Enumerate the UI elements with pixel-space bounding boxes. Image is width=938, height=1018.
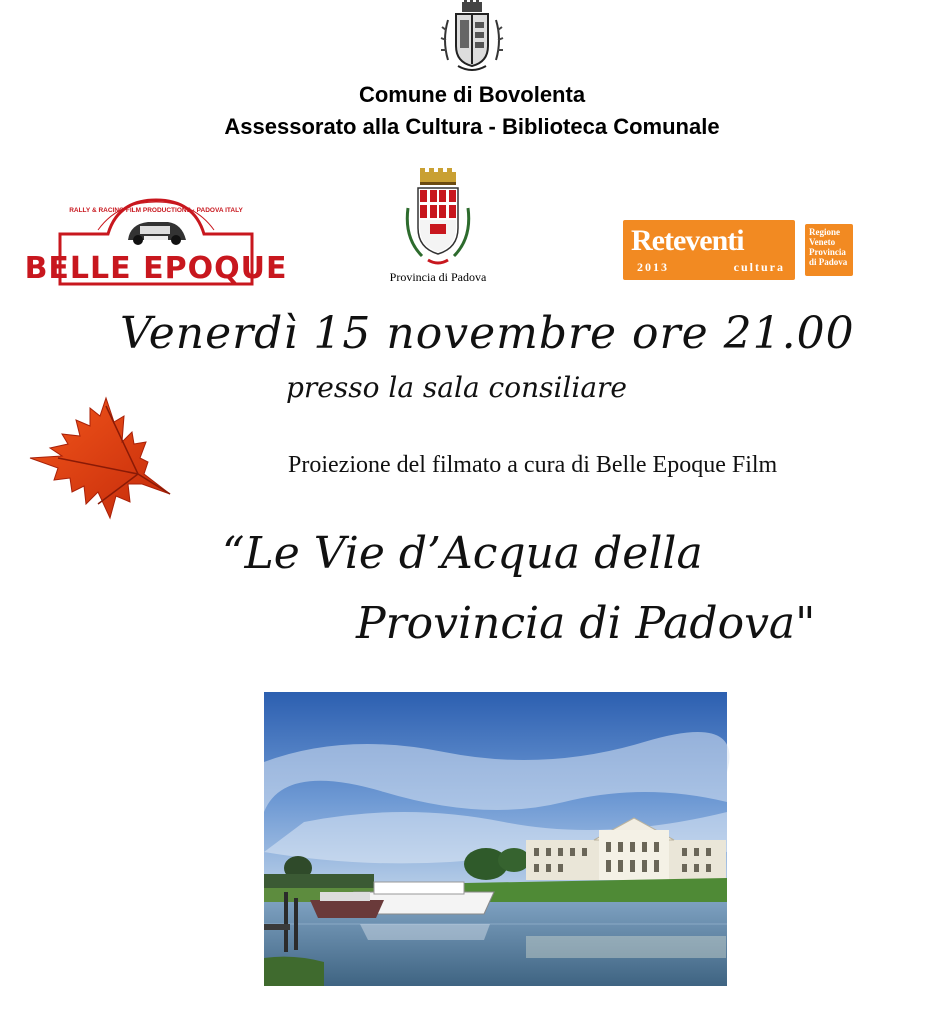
comune-crest-icon — [440, 0, 504, 74]
belle-epoque-logo — [24, 196, 288, 288]
projection-line: Proiezione del filmato a cura di Belle Epoque Film — [288, 452, 778, 478]
region-badge — [805, 224, 853, 276]
villa-river-photo — [264, 692, 727, 986]
region-line: di Padova — [809, 257, 848, 267]
region-line: Provincia — [809, 247, 846, 257]
header-municipality: Comune di Bovolenta — [358, 82, 586, 107]
reteventi-name: Reteventi — [631, 224, 744, 257]
reteventi-year: 2013 — [637, 260, 669, 274]
film-title-line2: Provincia di Padova" — [356, 598, 816, 649]
region-line: Regione — [809, 227, 840, 237]
maple-leaf-icon — [28, 392, 178, 522]
film-title-line1: “Le Vie d’Acqua della — [222, 528, 703, 579]
belle-epoque-logo-name: BELLE EPOQUE — [24, 251, 288, 286]
provincia-caption: Provincia di Padova — [389, 270, 487, 284]
provincia-crest-icon — [402, 168, 474, 268]
reteventi-logo — [623, 220, 795, 280]
header-department: Assessorato alla Cultura - Biblioteca Comunale — [224, 114, 720, 139]
svg-text:RALLY & RACING FILM PRODUCTION: RALLY & RACING FILM PRODUCTIONS · PADOVA ITALY — [69, 207, 243, 214]
event-venue: presso la sala consiliare — [286, 371, 627, 404]
region-line: Veneto — [809, 237, 836, 247]
reteventi-subtitle: cultura — [733, 260, 785, 274]
event-date: Venerdì 15 novembre ore 21.00 — [120, 308, 855, 359]
